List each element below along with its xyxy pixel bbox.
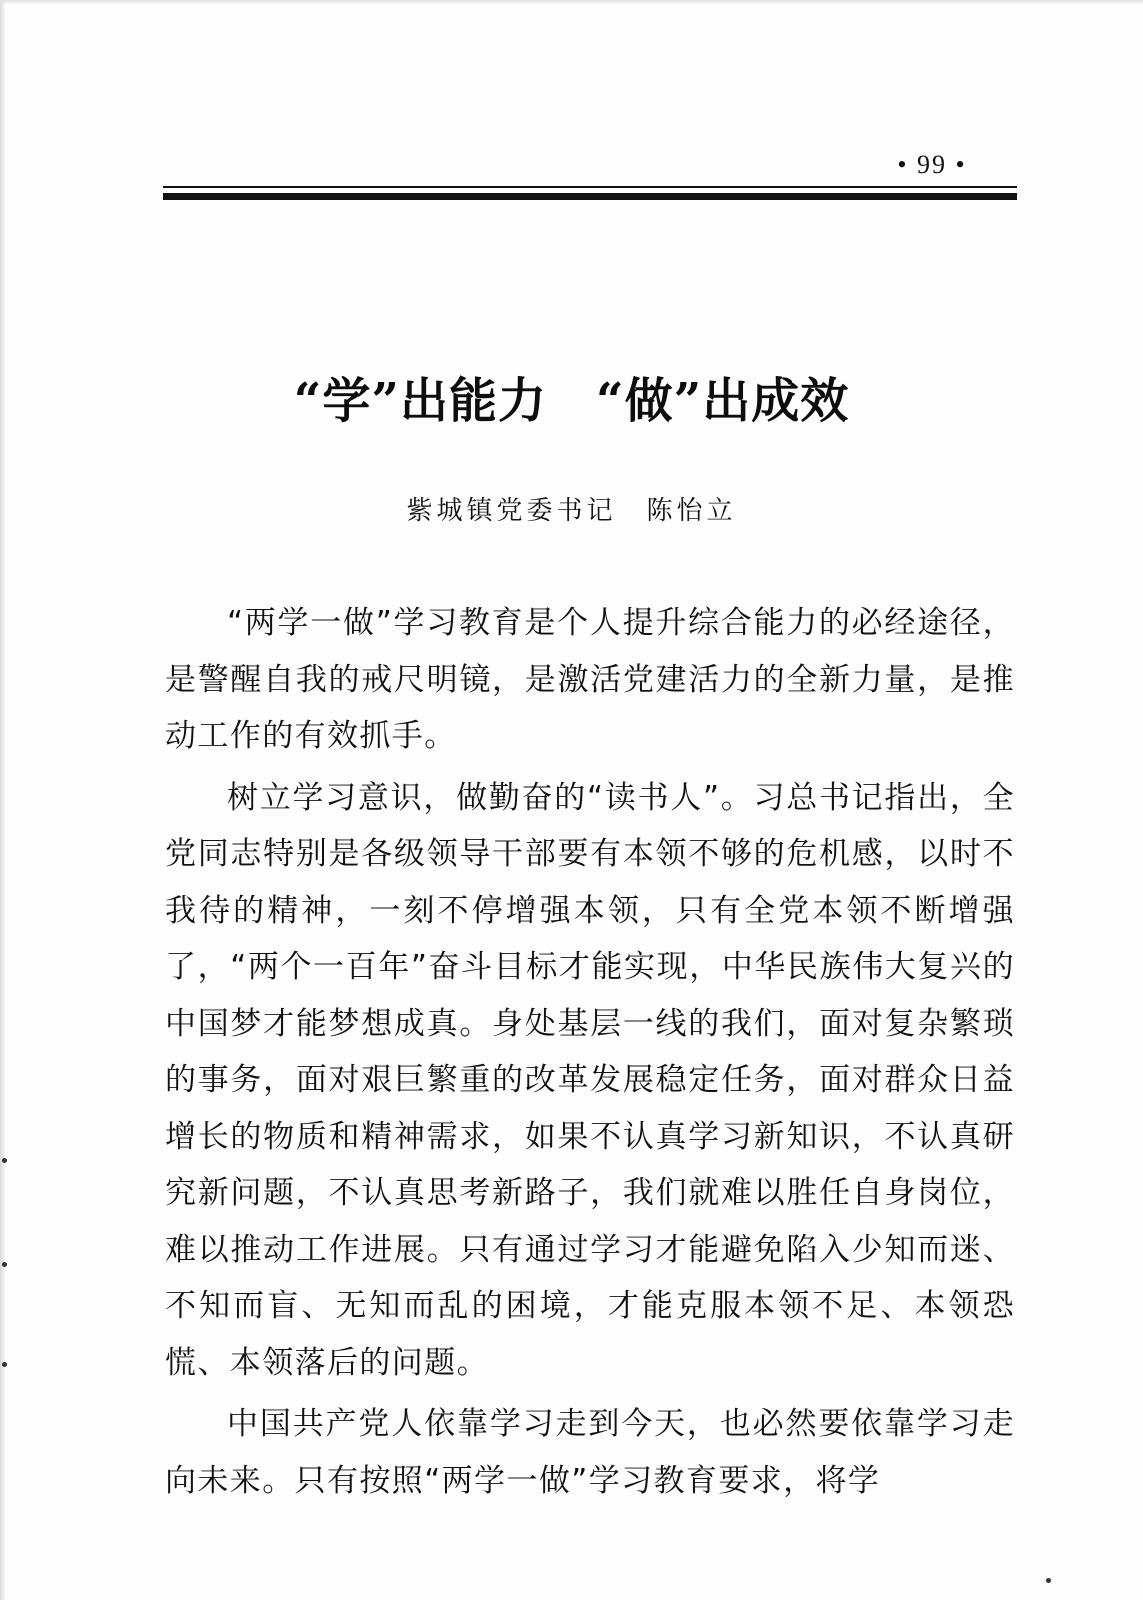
article-body — [165, 595, 1015, 1514]
article-title: “学”出能力 “做”出成效 — [293, 373, 850, 429]
scan-edge-left — [0, 0, 6, 1600]
scan-speck — [2, 1362, 7, 1367]
scan-edge-top — [0, 0, 1143, 5]
scan-speck — [1046, 1578, 1051, 1583]
page-number: • 99 • — [897, 150, 967, 179]
article-author: 紫城镇党委书记 陈怡立 — [406, 496, 737, 526]
scan-speck — [2, 1158, 7, 1163]
header-rule-thin — [163, 186, 1017, 188]
paragraph-2: 树立学习意识，做勤奋的“读书人”。习总书记指出，全党同志特别是各级领导干部要有本领不够的危机感，以时不我待的精神，一刻不停增强本领，只有全党本领不断增强了，“两个一百年”奋斗目标才能实现，中华民族伟大复兴的中国梦才能梦想成真。身处基层一线的我们，面对复杂繁琐的事务，面对艰巨繁重的改革发展稳定任务，面对群众日益增长的物质和精神需求，如果不认真学习新知识，不认真研究新问题，不认真思考新路子，我们就难以胜任自身岗位，难以推动工作进展。只有通过学习才能避免陷入少知而迷、不知而盲、无知而乱的困境，才能克服本领不足、本领恐慌、本领落后的问题。 — [165, 779, 1015, 1381]
header-rule-thick — [163, 193, 1017, 200]
paragraph-3: 中国共产党人依靠学习走到今天，也必然要依靠学习走向未来。只有按照“两学一做”学习教育要求，将学 — [165, 1406, 1015, 1499]
scan-speck — [2, 1262, 7, 1267]
paragraph-1: “两学一做”学习教育是个人提升综合能力的必经途径，是警醒自我的戒尺明镜，是激活党建活力的全新力量，是推动工作的有效抓手。 — [165, 605, 1015, 754]
